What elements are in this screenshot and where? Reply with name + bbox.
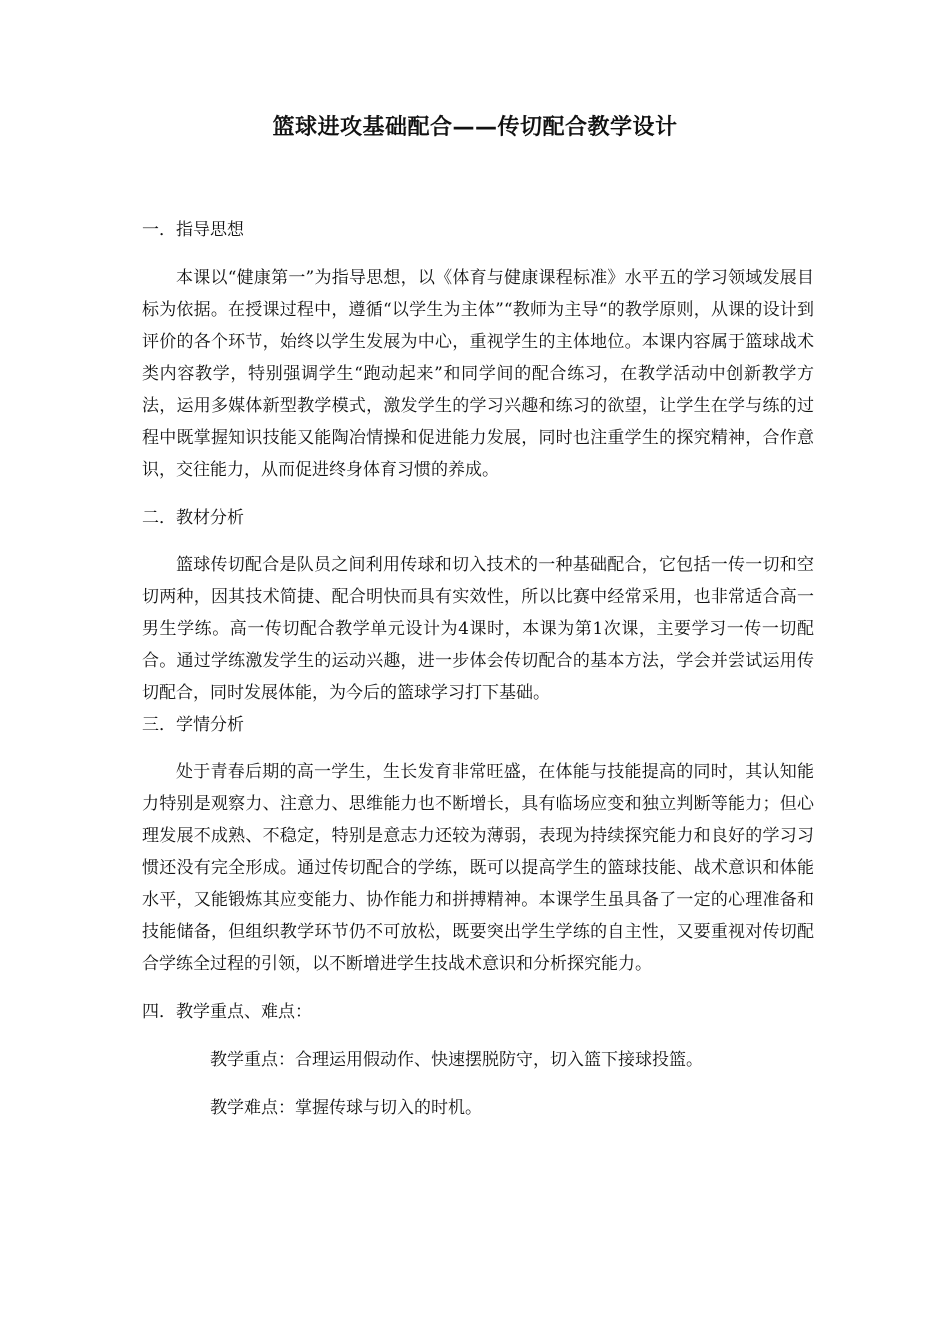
document-body [142, 214, 814, 1124]
key-point-line: 教学重点：合理运用假动作、快速摆脱防守，切入篮下接球投篮。 [210, 1050, 703, 1070]
section-heading-material-analysis: 二．教材分析 [142, 508, 244, 528]
document-title: 篮球进攻基础配合——传切配合教学设计 [272, 115, 678, 140]
section-paragraph-learner-analysis: 处于青春后期的高一学生，生长发育非常旺盛，在体能与技能提高的同时，其认知能力特别是观察力、注意力、思维能力也不断增长，具有临场应变和独立判断等能力；但心理发展不成熟、不稳定，特别是意志力还较为薄弱，表现为持续探究能力和良好的学习习惯还没有完全形成。通过传切配合的学练，既可以提高学生的篮球技能、战术意识和体能水平，又能锻炼其应变能力、协作能力和拼搏精神。本课学生虽具备了一定的心理准备和技能储备，但组织教学环节仍不可放松，既要突出学生学练的自主性，又要重视对传切配合学练全过程的引领，以不断增进学生技战术意识和分析探究能力。 [142, 762, 814, 974]
section-heading-key-difficult-points: 四．教学重点、难点： [142, 1002, 312, 1022]
section-paragraph-guiding-ideology: 本课以“健康第一”为指导思想，以《体育与健康课程标准》水平五的学习领域发展目标为依据。在授课过程中，遵循“以学生为主体”“教师为主导“的教学原则，从课的设计到评价的各个环节，始终以学生发展为中心，重视学生的主体地位。本课内容属于篮球战术类内容教学，特别强调学生“跑动起来”和同学间的配合练习，在教学活动中创新教学方法，运用多媒体新型教学模式，激发学生的学习兴趣和练习的欲望，让学生在学与练的过程中既掌握知识技能又能陶冶情操和促进能力发展，同时也注重学生的探究精神，合作意识，交往能力，从而促进终身体育习惯的养成。 [142, 268, 814, 480]
section-heading-guiding-ideology: 一．指导思想 [142, 220, 244, 240]
section-paragraph-material-analysis: 篮球传切配合是队员之间利用传球和切入技术的一种基础配合，它包括一传一切和空切两种，因其技术简捷、配合明快而具有实效性，所以比赛中经常采用，也非常适合高一男生学练。高一传切配合教学单元设计为4课时，本课为第1次课，主要学习一传一切配合。通过学练激发学生的运动兴趣，进一步体会传切配合的基本方法，学会并尝试运用传切配合，同时发展体能，为今后的篮球学习打下基础。 [142, 555, 814, 703]
section-heading-learner-analysis: 三．学情分析 [142, 715, 244, 735]
difficult-point-line: 教学难点：掌握传球与切入的时机。 [210, 1098, 482, 1118]
